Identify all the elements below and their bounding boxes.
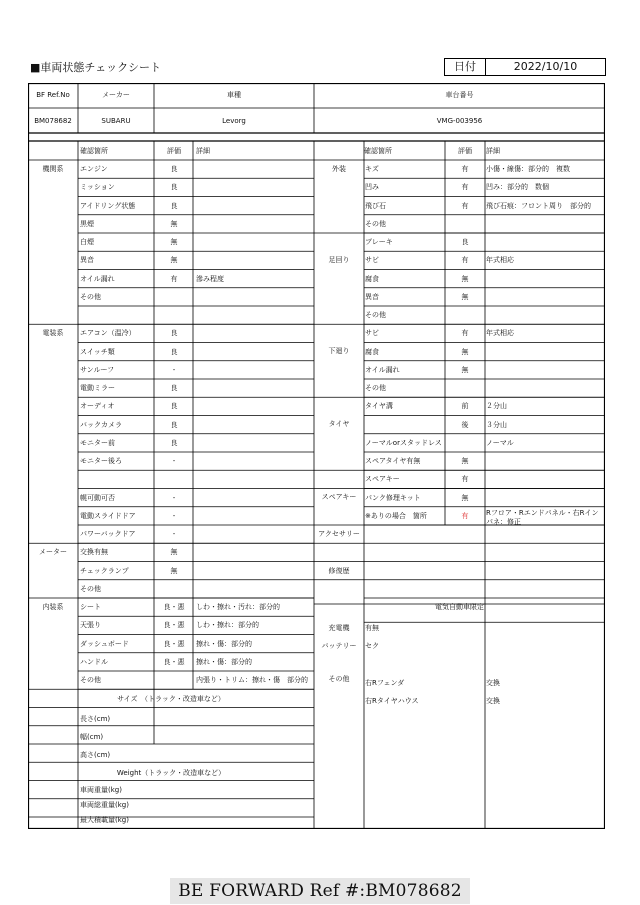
check-item-label: 天張り [80, 621, 101, 630]
check-item-rating: 有 [461, 511, 469, 520]
check-item-label: サンルーフ [80, 365, 115, 374]
check-item-label: エアコン（温冷） [80, 329, 136, 338]
check-item-label: オイル漏れ [365, 365, 400, 374]
check-item-label: 飛び石 [365, 201, 386, 210]
check-item-label: 腐食 [365, 274, 379, 283]
check-item-label: 黒煙 [80, 219, 94, 228]
check-item-label: ミッション [80, 183, 115, 192]
weight-max-load: 最大積載量(kg) [80, 816, 129, 824]
group-interior: 内装系 [42, 603, 64, 611]
check-item-detail: ２分山 [486, 402, 507, 411]
ev-other-detail-2: 交換 [486, 697, 500, 705]
check-item-rating: 良 [170, 420, 178, 429]
group-accessory: アクセサリー [318, 530, 360, 538]
check-item-label: モニター前 [80, 438, 115, 447]
check-item-label: パンク修理キット [365, 493, 421, 502]
check-item-rating: - [172, 530, 176, 538]
check-item-detail: 擦れ・傷：部分的 [196, 657, 252, 666]
check-item-detail: 飛び石痕：フロント周り 部分的 [486, 201, 591, 210]
check-item-label: ※ありの場合 箇所 [365, 511, 427, 520]
left-rating-header: 評価 [167, 147, 181, 155]
weight-vehicle: 車両重量(kg) [80, 786, 122, 794]
check-item-rating: 後 [461, 420, 469, 429]
size-length: 長さ(cm) [80, 715, 111, 723]
ev-charger-value: 有無 [365, 624, 379, 632]
check-item-rating: 無 [461, 365, 469, 374]
ev-battery-value: セク [365, 642, 379, 650]
check-item-rating: 無 [170, 219, 178, 228]
check-item-rating: 無 [170, 238, 178, 246]
check-item-label: スペアタイヤ有無 [365, 457, 421, 465]
check-item-rating: 無 [461, 292, 469, 301]
check-item-rating: - [172, 511, 176, 520]
check-item-label: その他 [80, 676, 101, 684]
weight-gross: 車両総重量(kg) [80, 801, 129, 809]
check-item-label: 異音 [80, 256, 94, 265]
check-item-label: その他 [365, 384, 386, 392]
check-item-detail: しわ・擦れ・汚れ：部分的 [196, 603, 280, 611]
check-item-label: アイドリング状態 [80, 201, 136, 210]
group-engine: 機関系 [42, 165, 64, 173]
check-item-rating: 有 [461, 256, 469, 265]
check-item-label: 交換有無 [80, 548, 108, 557]
group-tire: タイヤ [328, 420, 350, 428]
ref-column-header: BF Ref.No [36, 91, 70, 99]
group-exterior: 外装 [332, 165, 346, 173]
check-item-rating: 良 [461, 238, 469, 246]
check-item-label: 白煙 [80, 238, 94, 246]
size-height: 高さ(cm) [80, 751, 111, 759]
check-item-rating: 無 [461, 457, 469, 465]
group-meter: メーター [39, 548, 67, 556]
check-item-label: その他 [365, 219, 386, 228]
group-electrical: 電装系 [42, 329, 64, 337]
chassis-value: VMG-003956 [436, 117, 483, 125]
model-value: Levorg [222, 117, 246, 125]
check-item-detail: しわ・擦れ：部分的 [196, 621, 259, 630]
right-detail-header: 詳細 [486, 147, 500, 155]
check-item-rating: 良・悪 [163, 657, 185, 666]
group-suspension: 足回り [328, 256, 350, 264]
check-item-label: 腐食 [365, 347, 379, 356]
ev-other-detail-1: 交換 [486, 679, 500, 687]
check-item-label: オーディオ [80, 402, 115, 411]
left-check-header: 確認箇所 [80, 147, 108, 155]
check-item-rating: 有 [461, 201, 469, 210]
check-item-label: ノーマルorスタッドレス [365, 438, 442, 447]
check-item-rating: 良 [170, 201, 178, 210]
size-width: 幅(cm) [80, 733, 104, 741]
check-item-rating: - [172, 493, 176, 502]
check-item-label: スイッチ類 [80, 347, 115, 356]
maker-value: SUBARU [101, 117, 131, 125]
check-item-label: その他 [80, 584, 101, 593]
date-label: 日付 [445, 59, 486, 75]
check-item-label: キズ [365, 165, 379, 173]
right-rating-header: 評価 [458, 147, 472, 155]
date-value: 2022/10/10 [513, 60, 578, 73]
right-check-header: 確認箇所 [364, 147, 392, 155]
check-item-rating: 良 [170, 329, 178, 338]
ev-title: 電気自動車限定 [435, 603, 484, 611]
check-item-detail: 凹み：部分的 数個 [486, 183, 549, 192]
check-item-label: 幌可動可否 [80, 493, 115, 502]
check-item-rating: 良・悪 [163, 603, 185, 611]
check-item-label: 異音 [365, 292, 379, 301]
check-item-label: ダッシュボード [80, 639, 129, 648]
check-item-rating: 無 [170, 566, 178, 575]
ev-other-label: その他 [328, 675, 350, 683]
check-item-rating: 良 [170, 438, 178, 447]
check-item-label: エンジン [80, 165, 108, 173]
sheet-title: ■車両状態チェックシート [30, 61, 162, 74]
check-item-label: オイル漏れ [80, 274, 115, 283]
check-item-label: ハンドル [80, 657, 108, 666]
check-item-rating: - [172, 457, 176, 465]
check-item-rating: 良 [170, 183, 178, 192]
check-item-label: サビ [365, 329, 379, 338]
ev-other-item-2: 右Rタイヤハウス [365, 697, 419, 705]
check-item-rating: 有 [461, 183, 469, 192]
check-item-label: チェックランプ [80, 566, 129, 575]
check-item-rating: 有 [170, 274, 178, 283]
check-item-rating: 有 [461, 329, 469, 338]
left-detail-header: 詳細 [196, 147, 210, 155]
ev-battery-label: バッテリー [321, 642, 357, 650]
check-item-rating: 良 [170, 402, 178, 411]
check-item-label: 電動スライドドア [80, 511, 136, 520]
ev-charger-label: 充電機 [328, 624, 350, 632]
check-item-rating: - [172, 365, 176, 374]
group-spare-key: スペアキー [321, 493, 357, 501]
check-item-rating: 良 [170, 165, 178, 173]
check-item-detail: 小傷・線傷：部分的 複数 [486, 165, 570, 173]
check-item-label: 凹み [365, 183, 379, 192]
check-item-detail: 年式相応 [486, 329, 514, 338]
check-item-label: 電動ミラー [80, 384, 115, 392]
check-item-detail: ３分山 [486, 420, 507, 429]
check-item-rating: 有 [461, 475, 469, 484]
group-repair-history: 修復歴 [328, 567, 350, 575]
chassis-column-header: 車台番号 [445, 91, 474, 99]
check-item-detail: 擦れ・傷：部分的 [196, 639, 252, 648]
maker-column-header: メーカー [102, 91, 130, 99]
check-item-label: モニター後ろ [80, 457, 122, 465]
check-item-label: サビ [365, 256, 379, 265]
check-item-detail: Rフロア・Rエンドパネル・右Rインパネ：修正 [486, 508, 599, 526]
check-item-rating: 前 [461, 402, 469, 411]
check-item-rating: 良 [170, 384, 178, 392]
check-item-label: その他 [365, 311, 386, 319]
weight-title: Weight（トラック・改造車など） [116, 769, 226, 777]
check-item-rating: 無 [170, 548, 178, 557]
check-item-rating: 有 [461, 165, 469, 173]
check-item-label: その他 [80, 292, 101, 301]
date-box [444, 58, 606, 76]
check-item-rating: 無 [461, 274, 469, 283]
check-item-label: シート [80, 603, 101, 611]
check-item-rating: 無 [461, 347, 469, 356]
model-column-header: 車種 [227, 91, 241, 99]
check-item-rating: 無 [170, 256, 178, 265]
footer-ref: BE FORWARD Ref #:BM078682 [170, 878, 470, 904]
check-item-rating: 良・悪 [163, 621, 185, 630]
check-item-label: バックカメラ [80, 420, 122, 429]
size-title: サイズ （トラック・改造車など） [117, 695, 225, 703]
group-underbody: 下廻り [328, 347, 350, 355]
check-item-detail: 内張り・トリム：擦れ・傷 部分的 [196, 676, 308, 684]
check-item-label: スペアキー [365, 475, 400, 484]
check-item-label: ブレーキ [365, 238, 393, 246]
table-grid-lines [28, 83, 605, 829]
check-item-rating: 良・悪 [163, 639, 185, 648]
ev-other-item-1: 右Rフェンダ [365, 679, 405, 687]
check-item-detail: 滲み程度 [196, 274, 224, 283]
check-item-detail: ノーマル [486, 438, 514, 447]
ref-number: BM078682 [34, 117, 72, 125]
check-item-detail: 年式相応 [486, 256, 514, 265]
check-item-rating: 良 [170, 347, 178, 356]
check-item-rating: 無 [461, 493, 469, 502]
check-item-label: パワーバックドア [80, 530, 136, 538]
check-item-label: タイヤ溝 [365, 402, 393, 411]
check-sheet-table [28, 83, 605, 829]
